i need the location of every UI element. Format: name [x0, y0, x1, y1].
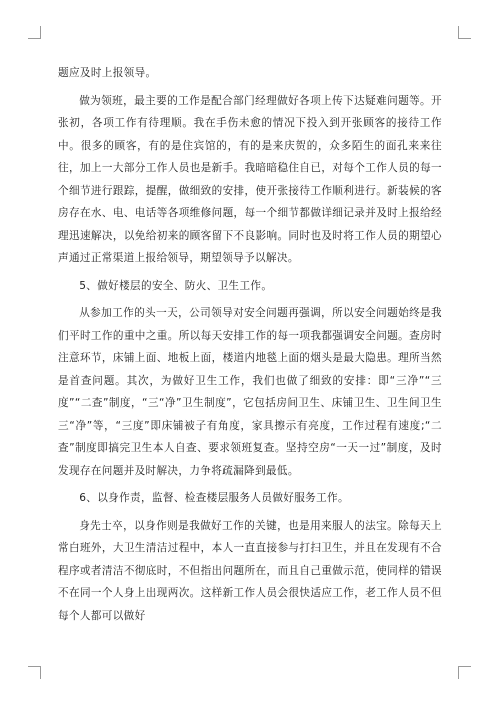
- document-body: [58, 62, 442, 632]
- crop-mark-bottom-right: [458, 666, 471, 679]
- paragraph-safety-hygiene: 从参加工作的头一天，公司领导对安全问题再强调，所以安全问题始终是我们平时工作的重中之重。所以每天安排工作的每一项我都强调安全问题。查房时注意环节，床铺上面、地板上面，楼道内地毯上面的烟头是最大隐患。理所当然是首查问题。其次，为做好卫生工作，我们也做了细致的安排：即“三净”“三度”“二查”制度，“三“净”卫生制度”，它包括房间卫生、床铺卫生、卫生间卫生三“净”等，“三度”即床铺被子有角度，家具擦示有亮度，工作过程有速度;“二查”制度即搞完卫生本人自查、要求领班复查。坚持空房“一天一过”制度，及时发现存在问题并及时解决，力争将疏漏降到最低。: [58, 307, 442, 477]
- paragraph-lead-by-example: 身先士卒，以身作则是我做好工作的关键，也是用来服人的法宝。除每天上常白班外，大卫生清洁过程中，本人一直直接参与打扫卫生，并且在发现有不合程序或者清洁不彻底时，不但指出问题所在，而且自己重做示范，使同样的错误不在同一个人身上出现两次。这样新工作人员会很快适应工作，老工作人员不但每个人都可以做好: [58, 519, 442, 622]
- paragraph-continuation: 题应及时上报领导。: [58, 67, 157, 79]
- section-heading-safety: 5、做好楼层的安全、防火、卫生工作。: [79, 279, 273, 292]
- crop-mark-bottom-left: [28, 666, 41, 679]
- section-heading-supervision: 6、以身作责，监督、检查楼层服务人员做好服务工作。: [79, 492, 349, 504]
- crop-mark-top-left: [28, 26, 41, 39]
- crop-mark-top-right: [458, 26, 471, 39]
- paragraph-team-lead-duties: 做为领班，最主要的工作是配合部门经理做好各项上传下达疑难问题等。开张初，各项工作有待理顺。我在手伤未愈的情况下投入到开张顾客的接待工作中。很多的顾客，有的是住宾馆的，有的是来庆贺的，众多陌生的面孔来来往往，加上一大部分工作人员也是新手。我暗暗稳住自已，对每个工作人员的每一个细节进行跟踪，提醒，做细致的安排，使开张接待工作顺利进行。新装候的客房存在水、电、电话等各项维修问题，每一个细节都做详细记录并及时上报给经理迅速解决，以免给初来的顾客留下不良影响。同时也及时将工作人员的期望心声通过正常渠道上报给领导，期望领导予以解决。: [58, 94, 442, 264]
